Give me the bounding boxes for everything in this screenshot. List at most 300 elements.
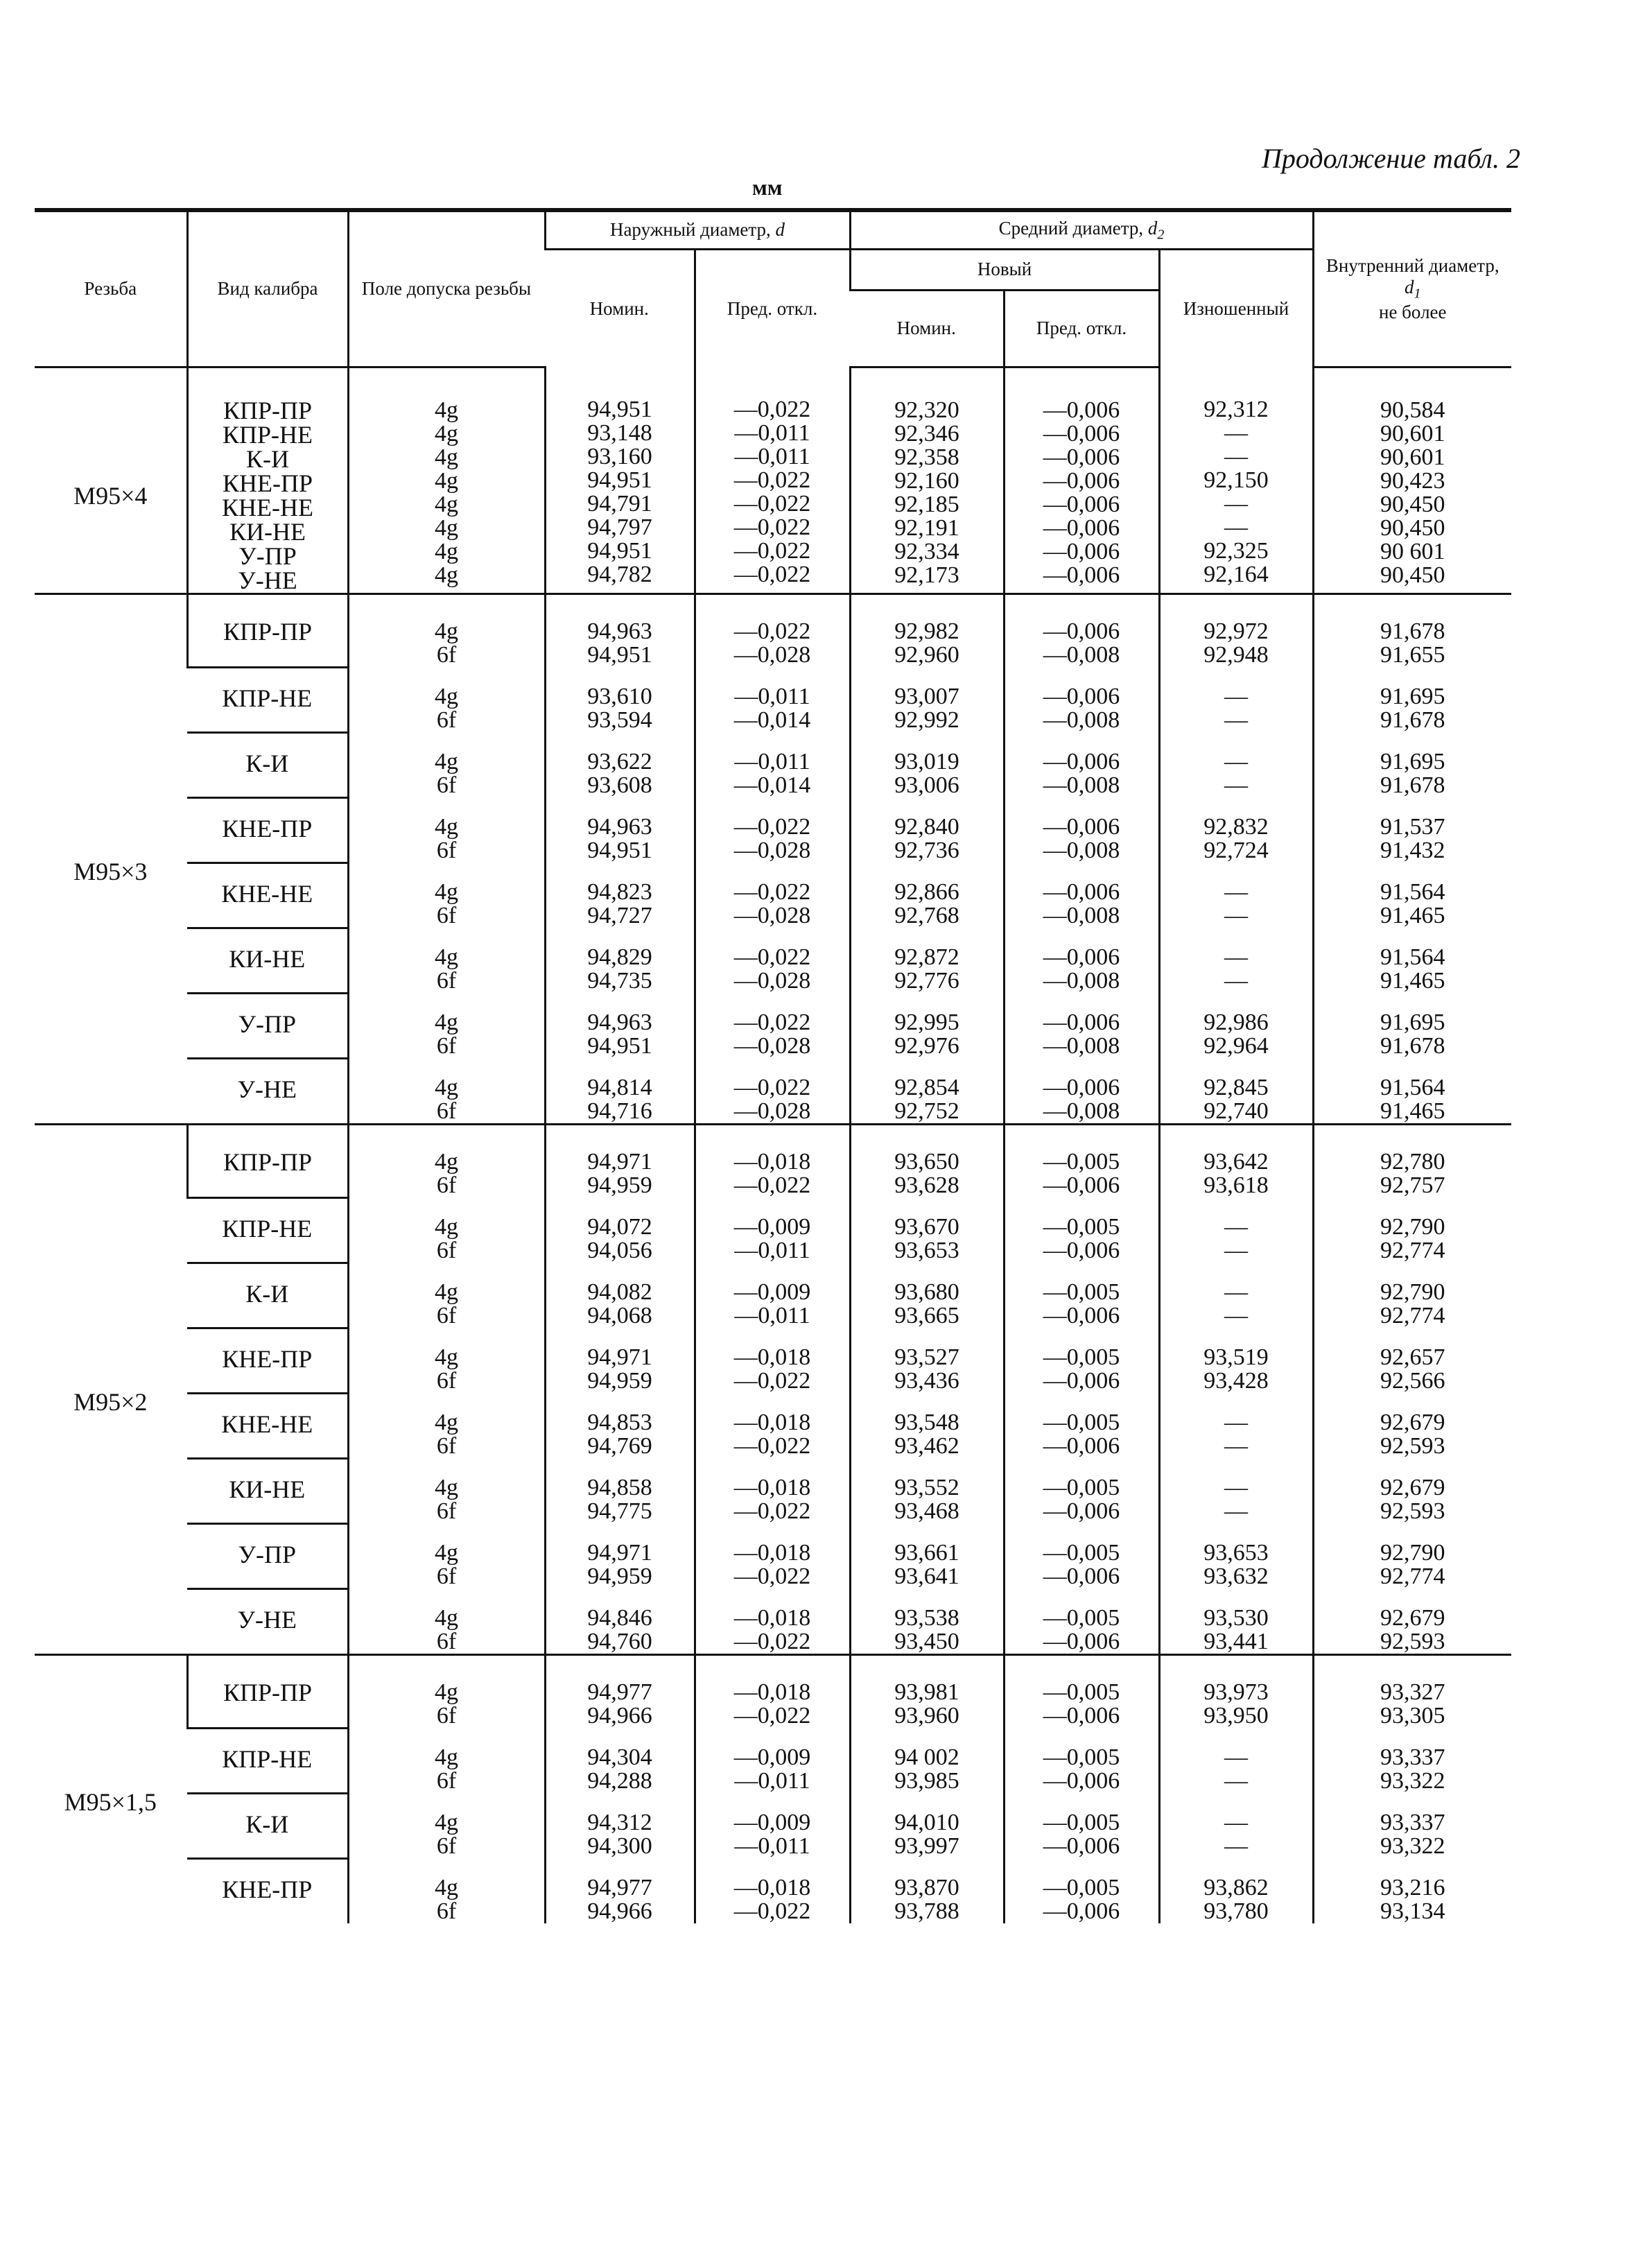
cell-value: —0,005	[1043, 1605, 1120, 1631]
table-row	[35, 1197, 1511, 1263]
header-worn: Изношенный	[1159, 250, 1313, 367]
cell-value: 4g	[435, 749, 458, 774]
cell-gauge-type	[187, 1328, 348, 1393]
cell-value: —0,008	[1043, 1033, 1120, 1059]
cell-value: К-И	[246, 445, 289, 473]
cell-value: 91,655	[1380, 642, 1445, 668]
cell-value: 93,216	[1380, 1875, 1445, 1900]
cell-value: 93,650	[894, 1149, 959, 1175]
cell-pitch-nominal	[850, 1793, 1004, 1858]
cell-pitch-deviation	[1004, 1655, 1159, 1729]
cell-value: —0,022	[733, 514, 811, 540]
cell-value: —0,022	[733, 814, 811, 840]
cell-tolerance	[348, 1263, 545, 1328]
header-outer-diameter: Наружный диаметр, d	[545, 210, 850, 250]
cell-value: 94,858	[587, 1475, 652, 1500]
cell-value: 92,334	[894, 539, 959, 564]
cell-value: —0,006	[1043, 1303, 1120, 1328]
cell-pitch-deviation	[1004, 797, 1159, 863]
cell-value: У-ПР	[238, 542, 297, 570]
cell-value: 6f	[436, 1172, 457, 1198]
cell-value: 4g	[435, 1075, 458, 1100]
cell-value: 92,986	[1203, 1010, 1269, 1035]
cell-value: 92,832	[1203, 814, 1269, 840]
cell-outer-deviation	[695, 1458, 850, 1523]
cell-value: 94,959	[587, 1172, 652, 1198]
cell-value: 92,173	[894, 562, 959, 588]
cell-value: —0,028	[733, 903, 811, 928]
cell-outer-deviation	[695, 1793, 850, 1858]
cell-value: —	[1224, 1833, 1248, 1859]
cell-gauge-type	[187, 1393, 348, 1458]
cell-value: —0,006	[1043, 468, 1120, 494]
cell-value: 92,845	[1203, 1075, 1269, 1100]
cell-pitch-nominal	[850, 863, 1004, 928]
cell-gauge-type	[187, 1858, 348, 1923]
cell-value: 94,846	[587, 1605, 652, 1631]
cell-pitch-deviation	[1004, 1328, 1159, 1393]
cell-outer-deviation	[695, 1328, 850, 1393]
cell-outer-deviation	[695, 797, 850, 863]
cell-value: 92,593	[1380, 1433, 1445, 1459]
cell-value: 93,950	[1203, 1703, 1269, 1729]
cell-outer-nominal	[545, 863, 695, 928]
cell-inner-diameter	[1313, 1263, 1511, 1328]
cell-value: —0,009	[733, 1744, 811, 1770]
cell-value: КПР-ПР	[223, 1148, 313, 1176]
cell-value: 93,610	[587, 684, 652, 709]
cell-value: 93,641	[894, 1564, 959, 1589]
cell-pitch-deviation	[1004, 1858, 1159, 1923]
cell-value: 6f	[436, 1564, 457, 1589]
header-outer-nominal: Номин.	[545, 250, 695, 367]
header-pitch-deviation: Пред. откл.	[1004, 291, 1159, 367]
cell-value: 6f	[436, 772, 457, 798]
cell-value: —0,005	[1043, 1344, 1120, 1370]
table-row	[35, 1655, 1511, 1729]
cell-value: 4g	[435, 1410, 458, 1435]
cell-pitch-deviation	[1004, 1588, 1159, 1655]
cell-value: У-ПР	[238, 1540, 296, 1568]
cell-pitch-deviation	[1004, 367, 1159, 594]
cell-outer-deviation	[695, 1858, 850, 1923]
cell-value: 4g	[435, 444, 458, 470]
cell-value: 4g	[435, 468, 458, 494]
cell-value: 92,866	[894, 879, 959, 905]
cell-value: У-НЕ	[237, 1075, 297, 1103]
cell-outer-nominal	[545, 1058, 695, 1125]
cell-gauge-type	[187, 797, 348, 863]
cell-value: 91,678	[1380, 707, 1445, 733]
cell-value: 94,312	[587, 1810, 652, 1835]
cell-value: —	[1224, 1768, 1248, 1794]
cell-value: 94,082	[587, 1279, 652, 1305]
cell-value: 94,056	[587, 1238, 652, 1263]
cell-value: —	[1224, 1433, 1248, 1459]
table-row	[35, 1588, 1511, 1655]
cell-value: 4g	[435, 397, 458, 423]
cell-value: КПР-НЕ	[222, 421, 313, 449]
cell-value: —0,006	[1043, 1833, 1120, 1859]
cell-pitch-nominal	[850, 1588, 1004, 1655]
cell-tolerance	[348, 594, 545, 668]
cell-value: —	[1224, 443, 1248, 469]
cell-pitch-deviation	[1004, 1793, 1159, 1858]
cell-value: 92,840	[894, 814, 959, 840]
cell-value: 4g	[435, 1810, 458, 1835]
cell-value: 91,695	[1380, 749, 1445, 774]
cell-value: —0,018	[733, 1540, 811, 1566]
cell-value: КПР-НЕ	[222, 1744, 313, 1773]
cell-value: —0,011	[734, 1303, 810, 1328]
cell-value: 6f	[436, 968, 457, 994]
cell-tolerance	[348, 1393, 545, 1458]
cell-value: —0,009	[733, 1810, 811, 1835]
cell-worn	[1159, 1458, 1313, 1523]
cell-inner-diameter	[1313, 1458, 1511, 1523]
cell-outer-nominal	[545, 1197, 695, 1263]
cell-value: 92,854	[894, 1075, 959, 1100]
cell-value: —0,006	[1043, 684, 1120, 709]
cell-pitch-deviation	[1004, 993, 1159, 1058]
cell-value: 4g	[435, 1344, 458, 1370]
table-row	[35, 928, 1511, 993]
cell-value: —0,014	[733, 772, 811, 798]
cell-outer-nominal	[545, 594, 695, 668]
cell-value: 91,695	[1380, 684, 1445, 709]
cell-value: КНЕ-ПР	[222, 469, 313, 497]
table-row	[35, 1728, 1511, 1793]
cell-value: —0,006	[1043, 1768, 1120, 1794]
cell-tolerance	[348, 667, 545, 732]
cell-value: 93,632	[1203, 1564, 1269, 1589]
cell-value: —0,011	[734, 749, 810, 774]
table-body	[35, 367, 1511, 1924]
cell-value: —0,005	[1043, 1744, 1120, 1770]
cell-worn	[1159, 594, 1313, 668]
table-row	[35, 1125, 1511, 1198]
cell-value: —0,006	[1043, 879, 1120, 905]
cell-value: 92,774	[1380, 1303, 1445, 1328]
cell-tolerance	[348, 732, 545, 797]
cell-value: 94,951	[587, 838, 652, 863]
header-tolerance: Поле допуска резьбы	[348, 210, 545, 367]
cell-pitch-nominal	[850, 993, 1004, 1058]
table-row	[35, 1263, 1511, 1328]
cell-value: У-НЕ	[238, 566, 297, 594]
cell-value: 93,450	[894, 1629, 959, 1654]
cell-value: 4g	[435, 944, 458, 970]
cell-value: 94,966	[587, 1703, 652, 1729]
cell-value: —0,006	[1043, 421, 1120, 447]
cell-value: 93,960	[894, 1703, 959, 1729]
cell-value: —	[1224, 514, 1248, 540]
cell-value: 93,594	[587, 707, 652, 733]
cell-value: 94,977	[587, 1875, 652, 1900]
cell-value: 90,450	[1380, 562, 1445, 588]
cell-value: 91,465	[1380, 1098, 1445, 1124]
cell-inner-diameter	[1313, 1328, 1511, 1393]
cell-value: 93,985	[894, 1768, 959, 1794]
cell-value: —0,006	[1043, 562, 1120, 588]
cell-value: 93,653	[894, 1238, 959, 1263]
table-row	[35, 1058, 1511, 1125]
cell-value: 93,441	[1203, 1629, 1269, 1654]
cell-value: 93,618	[1203, 1172, 1269, 1198]
cell-value: 92,872	[894, 944, 959, 970]
cell-value: —0,006	[1043, 1564, 1120, 1589]
cell-pitch-deviation	[1004, 732, 1159, 797]
table-continuation-caption: Продолжение табл. 2	[1261, 143, 1520, 174]
cell-tolerance	[348, 1793, 545, 1858]
cell-value: 94,951	[587, 1033, 652, 1059]
cell-value: 6f	[436, 1368, 457, 1394]
cell-outer-deviation	[695, 1588, 850, 1655]
cell-value: —	[1224, 1475, 1248, 1500]
cell-tolerance	[348, 928, 545, 993]
cell-pitch-nominal	[850, 1125, 1004, 1198]
cell-pitch-deviation	[1004, 1125, 1159, 1198]
cell-value: —	[1224, 1214, 1248, 1240]
cell-value: 94,966	[587, 1898, 652, 1924]
cell-value: 92,191	[894, 515, 959, 541]
cell-inner-diameter	[1313, 367, 1511, 594]
cell-value: 91,564	[1380, 944, 1445, 970]
cell-outer-deviation	[695, 732, 850, 797]
cell-outer-deviation	[695, 1393, 850, 1458]
cell-pitch-deviation	[1004, 928, 1159, 993]
cell-inner-diameter	[1313, 1523, 1511, 1588]
cell-value: КПР-НЕ	[222, 1214, 313, 1242]
cell-value: 6f	[436, 1498, 457, 1524]
cell-value: —0,006	[1043, 1898, 1120, 1924]
cell-value: 92,992	[894, 707, 959, 733]
cell-value: 4g	[435, 1679, 458, 1705]
cell-gauge-type	[187, 594, 348, 668]
cell-outer-deviation	[695, 993, 850, 1058]
cell-value: —0,014	[733, 707, 811, 733]
cell-value: 93,019	[894, 749, 959, 774]
cell-tolerance	[348, 1858, 545, 1923]
cell-tolerance	[348, 367, 545, 594]
cell-inner-diameter	[1313, 1655, 1511, 1729]
cell-value: 94,791	[587, 490, 652, 517]
cell-value: 92,960	[894, 642, 959, 668]
thread-gauge-table	[35, 208, 1511, 1923]
cell-value: —0,005	[1043, 1279, 1120, 1305]
cell-value: —0,028	[733, 968, 811, 994]
cell-outer-deviation	[695, 594, 850, 668]
cell-value: —0,005	[1043, 1475, 1120, 1500]
cell-value: —0,006	[1043, 1629, 1120, 1654]
cell-value: 4g	[435, 1475, 458, 1500]
cell-value: 91,537	[1380, 814, 1445, 840]
cell-value: 91,678	[1380, 618, 1445, 644]
cell-pitch-deviation	[1004, 1197, 1159, 1263]
cell-pitch-nominal	[850, 1263, 1004, 1328]
cell-outer-nominal	[545, 367, 695, 594]
cell-value: 93,519	[1203, 1344, 1269, 1370]
cell-value: —0,008	[1043, 642, 1120, 668]
cell-value: —0,022	[733, 1564, 811, 1589]
cell-value: 6f	[436, 838, 457, 863]
cell-outer-nominal	[545, 1393, 695, 1458]
cell-inner-diameter	[1313, 928, 1511, 993]
cell-value: 93,305	[1380, 1703, 1445, 1729]
cell-value: 4g	[435, 421, 458, 447]
cell-value: —0,022	[733, 1433, 811, 1459]
cell-value: —0,022	[733, 1629, 811, 1654]
cell-value: —0,022	[733, 879, 811, 905]
cell-value: —	[1224, 944, 1248, 970]
cell-value: —0,008	[1043, 772, 1120, 798]
table-row	[35, 1858, 1511, 1923]
cell-value: —0,008	[1043, 968, 1120, 994]
table-row	[35, 594, 1511, 668]
cell-value: 92,185	[894, 492, 959, 517]
cell-value: К-И	[245, 749, 289, 777]
cell-value: 94,951	[587, 642, 652, 668]
cell-value: 93,548	[894, 1410, 959, 1435]
cell-pitch-nominal	[850, 1328, 1004, 1393]
cell-value: 6f	[436, 1629, 457, 1654]
cell-value: К-И	[245, 1810, 289, 1838]
header-pitch-diameter: Средний диаметр, $d_2$	[850, 210, 1313, 250]
cell-outer-nominal	[545, 1588, 695, 1655]
cell-value: 6f	[436, 707, 457, 733]
cell-value: —0,018	[733, 1475, 811, 1500]
cell-value: 92,740	[1203, 1098, 1269, 1124]
cell-value: 92,164	[1203, 561, 1269, 587]
cell-value: 93,973	[1203, 1679, 1269, 1705]
cell-value: 93,981	[894, 1679, 959, 1705]
cell-value: У-ПР	[238, 1010, 296, 1038]
cell-value: 94,068	[587, 1303, 652, 1328]
cell-gauge-type	[187, 1458, 348, 1523]
cell-value: 94,760	[587, 1629, 652, 1654]
cell-value: КНЕ-ПР	[222, 1875, 313, 1903]
cell-value: 93,997	[894, 1833, 959, 1859]
cell-gauge-type	[187, 1523, 348, 1588]
cell-tolerance	[348, 1655, 545, 1729]
cell-value: —0,005	[1043, 1679, 1120, 1705]
cell-tolerance	[348, 797, 545, 863]
cell-value: 93,642	[1203, 1149, 1269, 1175]
cell-value: 93,628	[894, 1172, 959, 1198]
header-gauge-type: Вид калибра	[187, 210, 348, 367]
cell-value: —	[1224, 968, 1248, 994]
cell-value: 92,972	[1203, 618, 1269, 644]
cell-value: —0,006	[1043, 1368, 1120, 1394]
cell-value: 6f	[436, 1303, 457, 1328]
cell-pitch-nominal	[850, 1858, 1004, 1923]
cell-value: 94,727	[587, 903, 652, 928]
cell-value: 94,971	[587, 1344, 652, 1370]
cell-worn	[1159, 1058, 1313, 1125]
cell-tolerance	[348, 863, 545, 928]
cell-value: —0,022	[733, 1010, 811, 1035]
cell-value: 92,150	[1203, 467, 1269, 493]
cell-value: 92,948	[1203, 642, 1269, 668]
cell-outer-nominal	[545, 1655, 695, 1729]
cell-value: 92,780	[1380, 1149, 1445, 1175]
cell-inner-diameter	[1313, 732, 1511, 797]
cell-worn	[1159, 1588, 1313, 1655]
cell-tolerance	[348, 1588, 545, 1655]
cell-value: 92,320	[894, 397, 959, 423]
cell-value: 94 002	[894, 1744, 959, 1770]
cell-value: —0,006	[1043, 749, 1120, 774]
cell-inner-diameter	[1313, 993, 1511, 1058]
cell-value: —0,011	[734, 1768, 810, 1794]
cell-pitch-nominal	[850, 1523, 1004, 1588]
cell-value: 6f	[436, 903, 457, 928]
cell-pitch-nominal	[850, 367, 1004, 594]
cell-outer-deviation	[695, 1058, 850, 1125]
table-row	[35, 797, 1511, 863]
table-row	[35, 1793, 1511, 1858]
cell-value: 93,530	[1203, 1605, 1269, 1631]
cell-value: 92,790	[1380, 1214, 1445, 1240]
cell-pitch-deviation	[1004, 1263, 1159, 1328]
cell-value: 91,678	[1380, 772, 1445, 798]
cell-value: —0,006	[1043, 1433, 1120, 1459]
cell-tolerance	[348, 1458, 545, 1523]
cell-pitch-nominal	[850, 1728, 1004, 1793]
cell-outer-deviation	[695, 1655, 850, 1729]
cell-value: —0,028	[733, 1033, 811, 1059]
cell-value: 4g	[435, 562, 458, 588]
cell-value: —	[1224, 419, 1248, 446]
cell-value: —0,022	[733, 1172, 811, 1198]
cell-value: 90,450	[1380, 492, 1445, 517]
cell-value: 94,971	[587, 1540, 652, 1566]
cell-value: 94,072	[587, 1214, 652, 1240]
cell-pitch-nominal	[850, 797, 1004, 863]
cell-value: 93,337	[1380, 1810, 1445, 1835]
cell-value: 92,312	[1203, 396, 1269, 422]
cell-value: —0,022	[733, 618, 811, 644]
cell-inner-diameter	[1313, 1858, 1511, 1923]
table-row	[35, 1458, 1511, 1523]
cell-pitch-nominal	[850, 1458, 1004, 1523]
cell-value: 94,304	[587, 1744, 652, 1770]
cell-value: 93,661	[894, 1540, 959, 1566]
cell-value: 94,829	[587, 944, 652, 970]
cell-value: —0,018	[733, 1679, 811, 1705]
cell-value: 92,679	[1380, 1410, 1445, 1435]
cell-value: 92,790	[1380, 1279, 1445, 1305]
cell-pitch-nominal	[850, 594, 1004, 668]
cell-value: —0,008	[1043, 838, 1120, 863]
cell-value: 91,465	[1380, 903, 1445, 928]
cell-outer-deviation	[695, 1728, 850, 1793]
cell-worn	[1159, 1393, 1313, 1458]
thread-designation: M95×4	[73, 482, 148, 510]
cell-value: 93,653	[1203, 1540, 1269, 1566]
cell-gauge-type	[187, 667, 348, 732]
thread-designation: M95×1,5	[35, 1655, 187, 1924]
cell-value: 91,678	[1380, 1033, 1445, 1059]
cell-value: —0,006	[1043, 944, 1120, 970]
cell-outer-deviation	[695, 1197, 850, 1263]
cell-value: КНЕ-НЕ	[222, 494, 313, 521]
cell-value: 4g	[435, 814, 458, 840]
cell-value: —	[1224, 707, 1248, 733]
cell-value: 92,752	[894, 1098, 959, 1124]
cell-value: 93,527	[894, 1344, 959, 1370]
cell-gauge-type	[187, 1728, 348, 1793]
